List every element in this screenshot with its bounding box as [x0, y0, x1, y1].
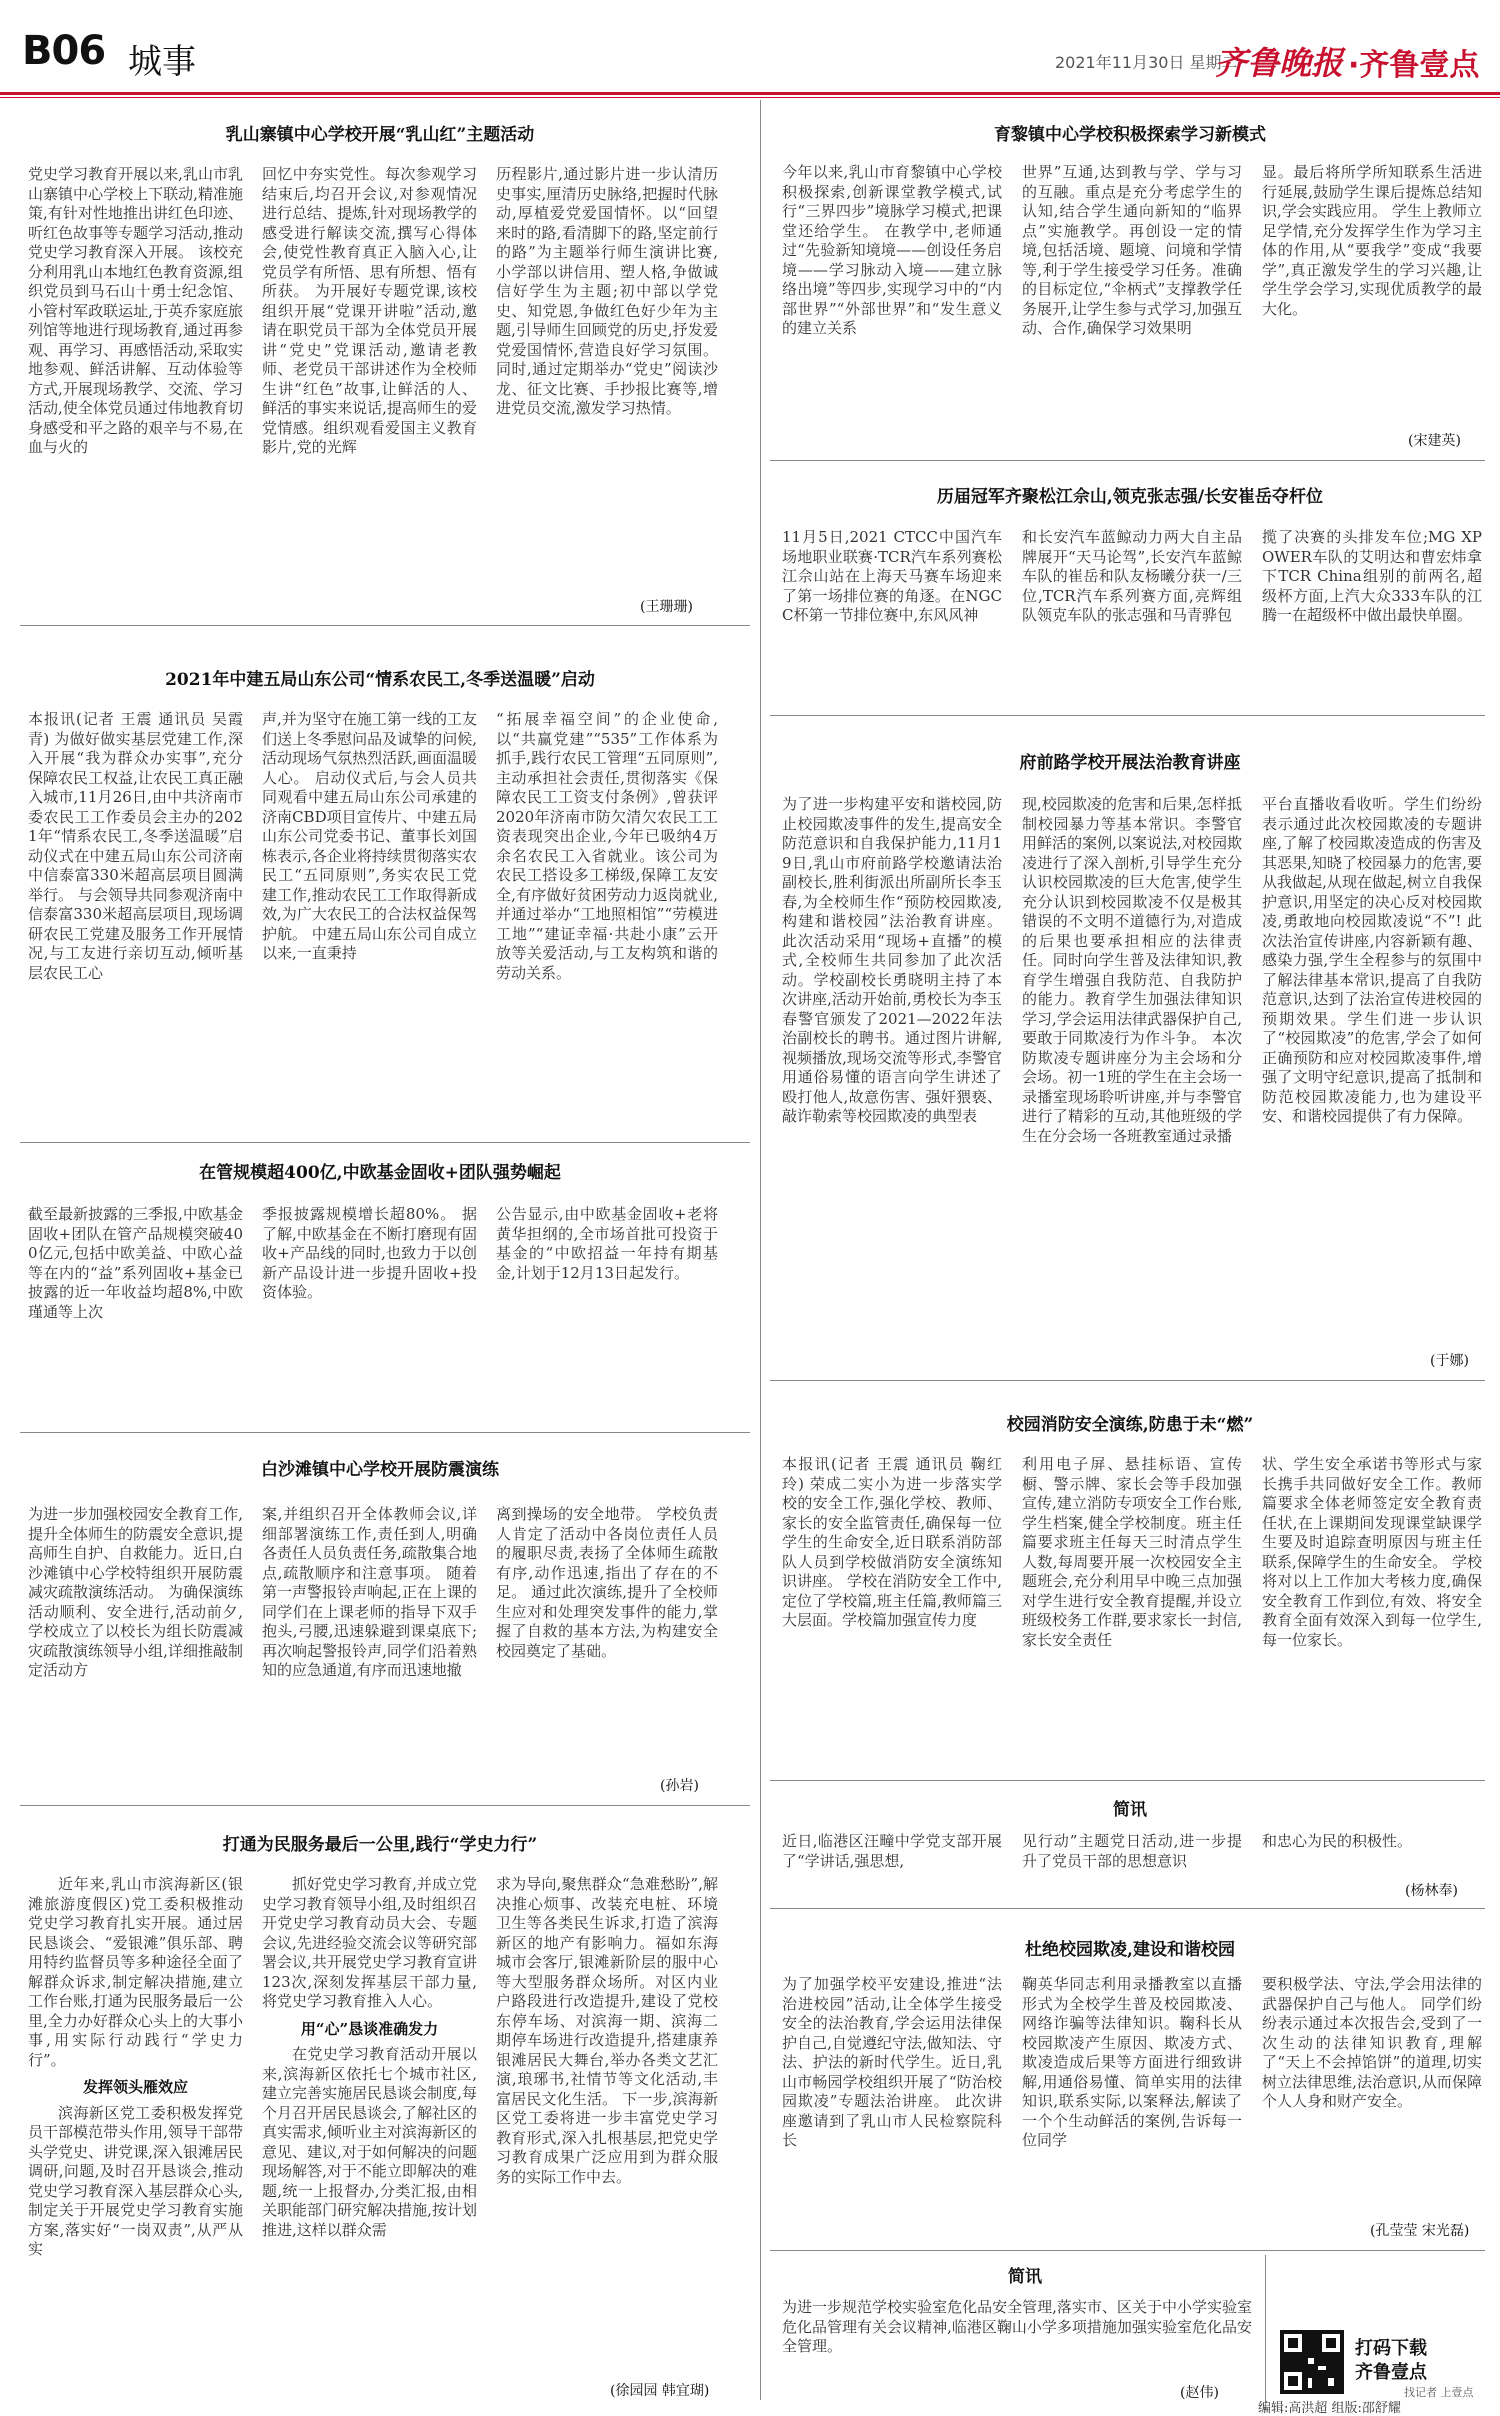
article-column: 现,校园欺凌的危害和后果,怎样抵制校园暴力等基本常识。李警官用鲜活的案例,以案说法,对校园欺凌进行了深入剖析,引导学生充分认识校园欺凌的巨大危害,使学生充分认识到校园欺凌不仅是极其错误的不文明不道德行为,对造成的后果也要承担相应的法律责任。同时向学生普及法律知识,教育学生增强自我防范、自我防护的能力。教育学生加强法律知识学习,学会运用法律武器保护自己,要敢于同欺凌行为作斗争。 本次防欺凌专题讲座分为主会场和分会场。初一1班的学生在主会场一录播室现场聆听讲座,并与李警官进行了精彩的互动,其他班级的学生在分会场一各班教室通过录播	[1022, 795, 1242, 1145]
subheading: 发挥领头雁效应	[82, 2078, 188, 2096]
article-divider	[770, 460, 1485, 461]
article-column: 要积极学法、守法,学会用法律的武器保护自己与他人。 同学们纷纷表示通过本次报告会,受到了一次生动的法律知识教育,理解了“天上不会掉馅饼”的道理,切实树立法律思维,法治意识,从而保障个人人身和财产安全。	[1262, 1975, 1482, 2110]
article-divider	[770, 1908, 1485, 1909]
article-title: 简讯	[1008, 2267, 1042, 2287]
editor-credits: 编辑:高洪超 组版:邵舒耀	[1258, 2401, 1401, 2416]
article-column: 回忆中夯实党性。每次参观学习结束后,均召开会议,对参观情况进行总结、提炼,针对现场教学的感受进行解读交流,撰写心得体会,使党性教育真正入脑入心,让党员学有所悟、思有所想、悟有所获。 为开展好专题党课,该校组织开展“党课开讲啦”活动,邀请在职党员干部为全体党员开展讲“党史”党课活动,邀请老教师、老党员干部讲述作为全校师生讲“红色”故事,让鲜活的人、鲜活的事实来说话,提高师生的爱党情感。组织观看爱国主义教育影片,党的光辉	[262, 165, 477, 456]
article-column: 见行动”主题党日活动,进一步提升了党员干部的思想意识	[1022, 1832, 1242, 1870]
article-column: 11月5日,2021 CTCC中国汽车场地职业联赛·TCR汽车系列赛松江佘山站在上海天马赛车场迎来了第一场排位赛的角逐。在NGCC杯第一节排位赛中,东风风神	[782, 528, 1002, 624]
article-column: 为进一步加强校园安全教育工作,提升全体师生的防震安全意识,提高师生自护、自救能力。近日,白沙滩镇中心学校特组织开展防震减灾疏散演练活动。 为确保演练活动顺利、安全进行,活动前夕,学校成立了以校长为组长防震减灾疏散演练领导小组,详细推敲制定活动方	[28, 1505, 243, 1679]
article-divider	[770, 715, 1485, 716]
qr-divider	[1265, 2255, 1266, 2410]
subheading: 用“心”恳谈准确发力	[300, 2019, 439, 2038]
qr-caption-line3: 找记者 上壹点	[1404, 2386, 1474, 2399]
article-divider	[20, 1432, 750, 1433]
article-author: (孔莹莹 宋光磊)	[1370, 2223, 1470, 2239]
article-author: (孙岩)	[660, 1778, 699, 1794]
article-divider	[20, 1805, 750, 1806]
article-column: 本报讯(记者 王震 通讯员 吴霞青) 为做好做实基层党建工作,深入开展“我为群众办实事”,充分保障农民工权益,让农民工真正融入城市,11月26日,由中共济南市委农民工工作委员会主办的2021年“情系农民工,冬季送温暖”启动仪式在中建五局山东公司济南中信泰富330米超高层项目圆满举行。 与会领导共同参观济南中信泰富330米超高层项目,现场调研农民工党建及服务工作开展情况,与工友进行亲切互动,倾听基层农民工心	[28, 710, 243, 982]
article-column: 和长安汽车蓝鲸动力两大自主品牌展开“天马论驾”,长安汽车蓝鲸车队的崔岳和队友杨曦分获一/三位,TCR汽车系列赛方面,亮辉组队领克车队的张志强和马青骅包	[1022, 528, 1242, 624]
article-author: (于娜)	[1430, 1353, 1469, 1369]
article-column: 近日,临港区汪疃中学党支部开展了“学讲话,强思想,	[782, 1832, 1002, 1870]
article-divider	[20, 1142, 750, 1143]
page-number: B06	[22, 28, 106, 74]
article-column: 为进一步规范学校实验室危化品安全管理,落实市、区关于中小学实验室危化品管理有关会议精神,临港区鞠山小学多项措施加强实验室危化品安全管理。	[782, 2298, 1252, 2355]
article-title: 校园消防安全演练,防患于未“燃”	[1006, 1415, 1254, 1435]
qr-caption-line2: 齐鲁壹点	[1355, 2362, 1427, 2383]
article-divider	[20, 625, 750, 626]
article-column: 党史学习教育开展以来,乳山市乳山寨镇中心学校上下联动,精准施策,有针对性地推出讲红色印迹、听红色故事等专题学习活动,推动党史学习教育深入开展。 该校充分利用乳山本地红色教育资源,组织党员到马石山十勇士纪念馆、小管村军政联运址,于英乔家庭旅列馆等地进行现场教育,通过再参观、再学习、再感悟活动,采取实地参观、鲜活讲解、互动体验等方式,开展现场教学、交流、学习活动,使全体党员通过伟地教育切身感受和平之路的艰辛与不易,在血与火的	[28, 165, 243, 456]
app-logo: ·齐鲁壹点	[1348, 48, 1480, 83]
article-column: 案,并组织召开全体教师会议,详细部署演练工作,责任到人,明确各责任人员负责任务,疏散集合地点,疏散顺序和注意事项。 随着第一声警报铃声响起,正在上课的同学们在上课老师的指导下双手抱头,弓腰,迅速躲避到课桌底下;再次响起警报铃声,同学们沿着熟知的应急通道,有序而迅速地撤	[262, 1505, 477, 1679]
article-title: 白沙滩镇中心学校开展防震演练	[261, 1460, 499, 1480]
article-author: (徐园园 韩宜瑚)	[610, 2383, 710, 2399]
article-column: “拓展幸福空间”的企业使命,以“共赢党建”“535”工作体系为抓手,践行农民工管理“五同原则”,主动承担社会责任,贯彻落实《保障农民工工资支付条例》,曾获评2020年济南市防欠清欠农民工工资表现突出企业,今年已吸纳4万余名农民工入省就业。该公司为农民工搭设多工梯级,保障工友安全,有序做好贫困劳动力返岗就业,并通过举办“工地照相馆”“劳模进工地”“建证幸福·共赴小康”云开放等关爱活动,与工友构筑和谐的劳动关系。	[496, 710, 718, 982]
header-rule-thin	[0, 97, 1500, 98]
article-divider	[770, 2250, 1485, 2251]
article-column: 鞠英华同志利用录播教室以直播形式为全校学生普及校园欺凌、网络诈骗等法律知识。鞠科长从校园欺凌产生原因、欺凌方式、欺凌造成后果等方面进行细致讲解,用通俗易懂、简单实用的法律知识,联系实际,以案释法,解读了一个个生动鲜活的案例,告诉每一位同学	[1022, 1975, 1242, 2149]
article-column: 利用电子屏、悬挂标语、宣传橱、警示牌、家长会等手段加强宣传,建立消防专项安全工作台账,学生档案,健全学校制度。班主任篇要求班主任每天三时清点学生人数,每周要开展一次校园安全主题班会,充分利用早中晚三点加强对学生进行安全教育提醒,并设立班级校务工作群,要求家长一封信,家长安全责任	[1022, 1455, 1242, 1649]
article-column: 历程影片,通过影片进一步认清历史事实,厘清历史脉络,把握时代脉动,厚植爱党爱国情怀。以“回望来时的路,看清脚下的路,坚定前行的路”为主题举行师生演讲比赛,小学部以讲信用、塑人格,争做诚信好学生为主题;初中部以学党史、知党恩,争做红色好少年为主题,引导师生回顾党的历史,抒发爱党爱国情怀,营造良好学习氛围。同时,通过定期举办“党史”阅读沙龙、征文比赛、手抄报比赛等,增进党员交流,激发学习热情。	[496, 165, 718, 417]
article-column: 为了进一步构建平安和谐校园,防止校园欺凌事件的发生,提高安全防范意识和自我保护能力,11月19日,乳山市府前路学校邀请法治副校长,胜利街派出所副所长李玉春,为全校师生作“预防校园欺凌,构建和谐校园”法治教育讲座。 此次活动采用“现场+直播”的模式,全校师生共同参加了此次活动。学校副校长勇晓明主持了本次讲座,活动开始前,勇校长为李玉春警官颁发了2021—2022年法治副校长的聘书。通过图片讲解,视频播放,现场交流等形式,李警官用通俗易懂的语言向学生讲述了殴打他人,故意伤害、强奸猥亵、敲诈勒索等校园欺凌的典型表	[782, 795, 1002, 1125]
newspaper-logo: 齐鲁晚报	[1215, 44, 1344, 82]
section-name: 城事	[128, 42, 196, 82]
article-column: 显。最后将所学所知联系生活进行延展,鼓励学生课后提炼总结知识,学会实践应用。 学生上教师立足学情,充分发挥学生作为学习主体的作用,从“要我学”变成“我要学”,真正激发学生的学习兴趣,让学生学会学习,实现优质教学的最大化。	[1262, 163, 1482, 318]
article-title: 在管规模超400亿,中欧基金固收+团队强势崛起	[199, 1163, 561, 1183]
article-title: 历届冠军齐聚松江佘山,领克张志强/长安崔岳夺杆位	[936, 487, 1324, 507]
article-column: 世界”互通,达到教与学、学与习的互融。重点是充分考虑学生的认知,结合学生通向新知的“临界点”实施教学。再创设一定的情境,包括活境、题境、问境和学情等,利于学生接受学习任务。准确的目标定位,“伞柄式”支撑教学任务展开,让学生参与式学习,加强互动、合作,确保学习效果明	[1022, 163, 1242, 337]
article-column: 离到操场的安全地带。 学校负责人肯定了活动中各岗位责任人员的履职尽责,表扬了全体师生疏散有序,动作迅速,指出了存在的不足。 通过此次演练,提升了全校师生应对和处理突发事件的能力,掌握了自救的基本方法,为构建安全校园奠定了基础。	[496, 1505, 718, 1660]
article-column: 揽了决赛的头排发车位;MG XPOWER车队的艾明达和曹宏炜拿下TCR China组别的前两名,超级杯方面,上汽大众333车队的江腾一在超级杯中做出最快单圈。	[1262, 528, 1482, 624]
header-rule	[0, 92, 1500, 95]
article-column	[28, 1875, 243, 2390]
article-title: 育黎镇中心学校积极探索学习新模式	[994, 125, 1266, 145]
article-column: 为了加强学校平安建设,推进“法治进校园”活动,让全体学生接受安全的法治教育,学会运用法律保护自己,自觉遵纪守法,做知法、守法、护法的新时代学生。近日,乳山市畅园学校组织开展了“防治校园欺凌”专题法治讲座。 此次讲座邀请到了乳山市人民检察院科长	[782, 1975, 1002, 2149]
article-column: 公告显示,由中欧基金固收+老将黄华担纲的,全市场首批可投资于基金的“中欧招益一年持有期基金,计划于12月13日起发行。	[496, 1205, 718, 1282]
paragraph: 在党史学习教育活动开展以来,滨海新区依托七个城市社区,建立完善实施居民恳谈会制度,每个月召开居民恳谈会,了解社区的真实需求,倾听业主对滨海新区的意见、建议,对于如何解决的问题现场解答,对于不能立即解决的难题,统一上报督办,分类汇报,由相关职能部门研究解决措施,按计划推进,这样以群众需	[262, 2045, 477, 2239]
center-divider	[760, 100, 761, 2400]
article-column	[262, 1875, 477, 2390]
paragraph: 抓好党史学习教育,并成立党史学习教育领导小组,及时组织召开党史学习教育动员大会、专题会议,先进经验交流会议等研究部署会议,共开展党史学习教育宣讲123次,深刻发挥基层干部力量,将党史学习教育推入人心。	[262, 1875, 477, 2010]
article-title: 乳山寨镇中心学校开展“乳山红”主题活动	[225, 125, 535, 145]
article-author: (杨林奉)	[1405, 1883, 1458, 1899]
article-column: 状、学生安全承诺书等形式与家长携手共同做好安全工作。教师篇要求全体老师签定安全教育责任状,在上课期间发现课堂缺课学生要及时追踪查明原因与班主任联系,保障学生的生命安全。 学校将对以上工作加大考核力度,确保安全教育工作到位,有效、将安全教育全面有效深入到每一位学生,每一位家长。	[1262, 1455, 1482, 1649]
article-title: 简讯	[1113, 1800, 1147, 1820]
article-column: 求为导向,聚焦群众“急难愁盼”,解决推心烦事、改装充电桩、环境卫生等各类民生诉求,打造了滨海新区的地产有影响力。福如东海城市会客厅,银滩新阶层的服中心等大型服务群众场所。对区内业户路段进行改造提升,建设了党校东停车场、对滨海一期、滨海二期停车场进行改造提升,搭建康养银滩居民大舞台,举办各类文艺汇演,琅琊书,社情节等文化活动,丰富居民文化生活。 下一步,滨海新区党工委将进一步丰富党史学习教育形式,深入扎根基层,把党史学习教育成果广泛应用到为群众服务的实际工作中去。	[496, 1875, 718, 2186]
article-column: 本报讯(记者 王震 通讯员 鞠红玲) 荣成二实小为进一步落实学校的安全工作,强化学校、教师、家长的安全监管责任,确保每一位学生的生命安全,近日联系消防部队人员到学校做消防安全演练知识讲座。 学校在消防安全工作中,定位了学校篇,班主任篇,教师篇三大层面。学校篇加强宣传力度	[782, 1455, 1002, 1629]
article-column: 季报披露规模增长超80%。 据了解,中欧基金在不断打磨现有固收+产品线的同时,也致力于以创新产品设计进一步提升固收+投资体验。	[262, 1205, 477, 1301]
paragraph: 滨海新区党工委积极发挥党员干部模范带头作用,领导干部带头学党史、讲党课,深入银滩居民调研,问题,及时召开恳谈会,推动党史学习教育深入基层群众心头,制定关于开展党史学习教育实施方案,落实好“一岗双责”,从严从实	[28, 2103, 243, 2258]
paragraph: 近年来,乳山市滨海新区(银滩旅游度假区)党工委积极推动党史学习教育扎实开展。通过居民恳谈会、“爱银滩”俱乐部、聘用特约监督员等多种途径全面了解群众诉求,制定解决措施,建立工作台账,打通为民服务最后一公里,全力办好群众心头上的大事小事,用实际行动践行“学史力行”。	[28, 1875, 243, 2069]
article-title: 杜绝校园欺凌,建设和谐校园	[1025, 1940, 1235, 1960]
qr-code-icon[interactable]	[1280, 2330, 1344, 2394]
page-header	[0, 0, 1500, 95]
article-title: 府前路学校开展法治教育讲座	[1019, 753, 1241, 773]
article-title: 2021年中建五局山东公司“情系农民工,冬季送温暖”启动	[165, 670, 595, 690]
article-column: 今年以来,乳山市育黎镇中心学校积极探索,创新课堂教学模式,试行“三界四步”境脉学习模式,把课堂还给学生。 在教学中,老师通过“先验新知境境——创设任务启境——学习脉动入境——建立脉络出境”等四步,实现学习中的“内部世界”“外部世界”和“发生意义的建立关系	[782, 163, 1002, 337]
qr-caption-line1: 打码下载	[1355, 2338, 1427, 2359]
article-author: (宋建英)	[1408, 433, 1461, 449]
article-author: (赵伟)	[1180, 2385, 1219, 2401]
article-title: 打通为民服务最后一公里,践行“学史力行”	[222, 1835, 538, 1855]
article-divider	[770, 1780, 1485, 1781]
article-column: 截至最新披露的三季报,中欧基金固收+团队在管产品规模突破400亿元,包括中欧美益、中欧心益等在内的“益”系列固收+基金已披露的近一年收益均超8%,中欧瑾通等上次	[28, 1205, 243, 1321]
article-author: (王珊珊)	[640, 599, 693, 615]
article-column: 平台直播收看收听。学生们纷纷表示通过此次校园欺凌的专题讲座,了解了校园欺凌造成的伤害及其恶果,知晓了校园暴力的危害,要从我做起,从现在做起,树立自我保护意识,用坚定的决心反对校园欺凌,勇敢地向校园欺凌说“不”! 此次法治宣传讲座,内容新颖有趣、感染力强,学生全程参与的氛围中了解法律基本常识,提高了自我防范意识,达到了法治宣传进校园的预期效果。学生们进一步认识了“校园欺凌”的危害,学会了如何正确预防和应对校园欺凌事件,增强了文明守纪意识,提高了抵制和防范校园欺凌能力,也为建设平安、和谐校园提供了有力保障。	[1262, 795, 1482, 1125]
issue-date: 2021年11月30日 星期二	[1055, 53, 1238, 72]
article-column: 和忠心为民的积极性。	[1262, 1832, 1413, 1850]
article-divider	[770, 1380, 1485, 1381]
article-column: 声,并为坚守在施工第一线的工友们送上冬季慰问品及诚挚的问候,活动现场气氛热烈活跃,画面温暖人心。 启动仪式后,与会人员共同观看中建五局山东公司承建的济南CBD项目宣传片、中建五局山东公司党委书记、董事长刘国栋表示,各企业将持续贯彻落实农民工“五同原则”,务实农民工党建工作,推动农民工工作取得新成效,为广大农民工的合法权益保驾护航。 中建五局山东公司自成立以来,一直秉持	[262, 710, 477, 962]
